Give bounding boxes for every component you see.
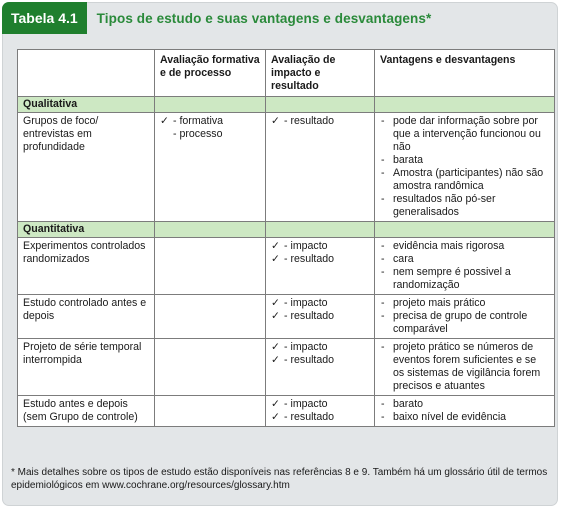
checkmark-icon: ✓ [271,310,280,322]
column-header-formativa: Avaliação formativa e de processo [155,50,266,97]
table-body [18,97,555,427]
vantagens-list [380,240,550,292]
table-row [18,396,555,427]
list-item: - projeto mais prático [380,297,550,310]
vantagens-cell [375,339,555,396]
table-header-row [18,50,555,97]
table-row [18,113,555,222]
checkmark-icon: ✓ [271,411,280,423]
list-item: - cara [380,253,550,266]
footnote: * Mais detalhes sobre os tipos de estudo estão disponíveis nas referências 8 e 9. Também há um glossário útil de termos epidemiológicos em www.cochrane.org/resources/glossary.htm [11,467,548,491]
section-label: Quantitativa [18,222,155,238]
list-item: - projeto prático se números de eventos forem suficientes e se os sistemas de vigilância forem precisos e atuantes [380,341,550,393]
checkmark-icon: ✓ [271,240,280,252]
check-item [271,310,370,323]
impacto-cell [266,295,375,339]
impacto-list [271,240,370,266]
vantagens-cell [375,113,555,222]
section-cell [375,97,555,113]
section-cell [375,222,555,238]
sub-item-label: - processo [173,128,223,140]
study-types-table [17,49,555,427]
vantagens-list [380,115,550,219]
formativa-cell [155,113,266,222]
study-type-cell: Estudo antes e depois (sem Grupo de controle) [18,396,155,427]
list-item: - barato [380,398,550,411]
vantagens-cell [375,295,555,339]
impacto-list [271,398,370,424]
table-title: Tipos de estudo e suas vantagens e desvantagens* [96,10,432,26]
table-header [2,2,432,34]
impacto-cell [266,339,375,396]
check-item [271,240,370,253]
list-item: - barata [380,154,550,167]
check-item-label: - resultado [284,115,335,127]
vantagens-list [380,398,550,424]
list-item: - nem sempre é possivel a randomização [380,266,550,292]
column-header-vantagens: Vantagens e desvantagens [375,50,555,97]
vantagens-cell [375,396,555,427]
study-type-cell: Estudo controlado antes e depois [18,295,155,339]
table-row [18,238,555,295]
check-item-label: - formativa [173,115,224,127]
section-cell [266,222,375,238]
section-cell [155,222,266,238]
formativa-cell [155,396,266,427]
list-item: - Amostra (participantes) não são amostra randômica [380,167,550,193]
study-type-cell: Grupos de foco/ entrevistas em profundidade [18,113,155,222]
vantagens-cell [375,238,555,295]
check-item [271,297,370,310]
check-item-label: - resultado [284,411,335,423]
check-item [160,115,261,128]
formativa-cell [155,238,266,295]
table-row [18,339,555,396]
list-item: - evidência mais rigorosa [380,240,550,253]
section-cell [155,97,266,113]
formativa-cell [155,339,266,396]
vantagens-list [380,341,550,393]
impacto-list [271,115,370,128]
section-row [18,97,555,113]
column-header-type [18,50,155,97]
checkmark-icon: ✓ [271,253,280,265]
check-item [271,398,370,411]
check-item-label: - impacto [284,297,328,309]
list-item: - resultados não pó-ser generalisados [380,193,550,219]
check-item-label: - resultado [284,310,335,322]
impacto-list [271,297,370,323]
checkmark-icon: ✓ [271,297,280,309]
table-row [18,295,555,339]
check-item [271,341,370,354]
study-type-cell: Experimentos controlados randomizados [18,238,155,295]
section-label: Qualitativa [18,97,155,113]
checkmark-icon: ✓ [160,115,169,127]
impacto-cell [266,238,375,295]
list-item: - precisa de grupo de controle comparável [380,310,550,336]
check-item [271,115,370,128]
formativa-list [160,115,261,141]
check-item [271,354,370,367]
study-type-cell: Projeto de série temporal interrompida [18,339,155,396]
check-item-label: - impacto [284,240,328,252]
check-item-label: - resultado [284,354,335,366]
section-row [18,222,555,238]
check-item [271,411,370,424]
list-item: - baixo nível de evidência [380,411,550,424]
checkmark-icon: ✓ [271,398,280,410]
column-header-impacto: Avaliação de impacto e resultado [266,50,375,97]
impacto-list [271,341,370,367]
checkmark-icon: ✓ [271,115,280,127]
check-item-label: - resultado [284,253,335,265]
check-item [271,253,370,266]
formativa-cell [155,295,266,339]
list-item: - pode dar informação sobre por que a intervenção funcionou ou não [380,115,550,154]
checkmark-icon: ✓ [271,354,280,366]
impacto-cell [266,396,375,427]
impacto-cell [266,113,375,222]
table-number-label: Tabela 4.1 [2,2,87,34]
section-cell [266,97,375,113]
check-item-label: - impacto [284,398,328,410]
vantagens-list [380,297,550,336]
check-item-label: - impacto [284,341,328,353]
checkmark-icon: ✓ [271,341,280,353]
